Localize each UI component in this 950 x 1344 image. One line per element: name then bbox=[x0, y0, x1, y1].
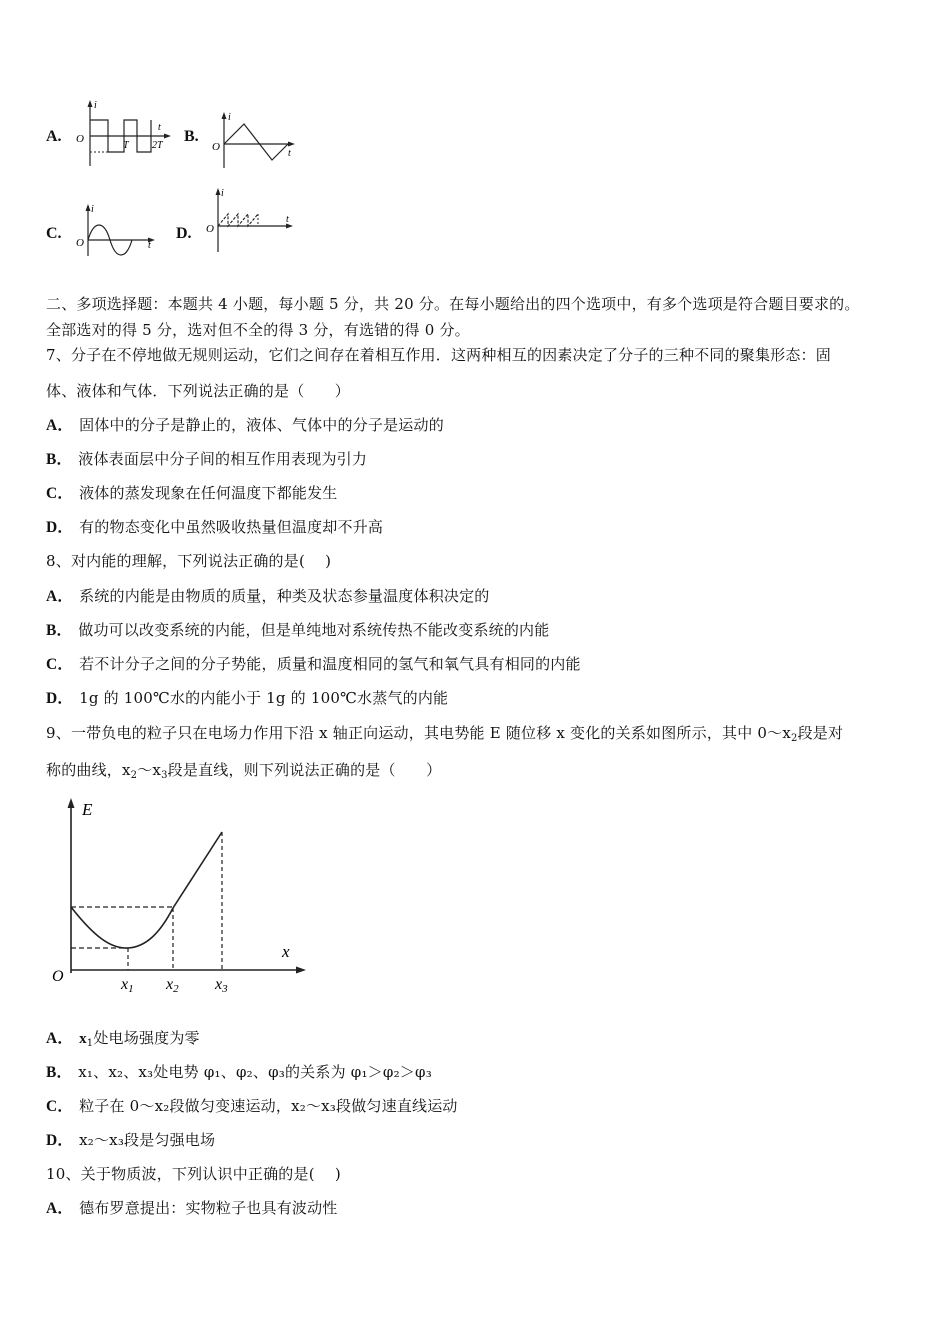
svg-text:x1: x1 bbox=[121, 976, 134, 995]
q10-option-a: A． 德布罗意提出：实物粒子也具有波动性 bbox=[46, 1199, 338, 1217]
q8-option-a: A． 系统的内能是由物质的质量，种类及状态参量温度体积决定的 bbox=[46, 587, 490, 605]
q7-option-c: C． 液体的蒸发现象在任何温度下都能发生 bbox=[46, 484, 338, 502]
q7-stem-line2: 体、液体和气体．下列说法正确的是（ ） bbox=[46, 382, 351, 400]
svg-text:O: O bbox=[206, 223, 214, 235]
q7-option-b: B． 液体表面层中分子间的相互作用表现为引力 bbox=[46, 450, 368, 468]
option-d-letter: D. bbox=[176, 225, 192, 242]
svg-text:x2: x2 bbox=[166, 976, 179, 995]
q10-stem: 10、关于物质波，下列认识中正确的是( ) bbox=[46, 1165, 341, 1183]
svg-text:t: t bbox=[158, 122, 161, 133]
q8-option-b: B． 做功可以改变系统的内能，但是单纯地对系统传热不能改变系统的内能 bbox=[46, 621, 550, 639]
triangle-wave-graph bbox=[210, 110, 300, 170]
q9-stem-line1: 9、一带负电的粒子只在电场力作用下沿 x 轴正向运动，其电势能 E 随位移 x 变化的关系如图所示，其中 $0\sim x_2$段是对 bbox=[46, 724, 844, 744]
svg-text:O: O bbox=[76, 133, 84, 145]
svg-text:E: E bbox=[82, 800, 93, 819]
sine-wave-graph bbox=[74, 202, 159, 258]
section-header-line1: 二、多项选择题：本题共 4 小题，每小题 5 分，共 20 分。在每小题给出的四个选项中，有多个选项是符合题目要求的。 bbox=[46, 295, 860, 313]
q9-stem-line2: 称的曲线，$x_2\sim x_3$段是直线，则下列说法正确的是（ ） bbox=[46, 761, 442, 781]
q9-option-b: B． x₁、x₂、x₃处电势 φ₁、φ₂、φ₃的关系为 φ₁＞φ₂＞φ₃ bbox=[46, 1063, 432, 1081]
svg-text:i: i bbox=[91, 204, 94, 215]
svg-text:O: O bbox=[76, 237, 84, 249]
svg-text:O: O bbox=[212, 141, 220, 153]
section-header-line2: 全部选对的得 5 分，选对但不全的得 3 分，有选错的得 0 分。 bbox=[46, 321, 470, 339]
svg-text:x: x bbox=[282, 942, 290, 961]
option-a-letter: A. bbox=[46, 128, 62, 145]
q7-stem-line1: 7、分子在不停地做无规则运动，它们之间存在着相互作用．这两种相互的因素决定了分子的三种不同的聚集形态：固 bbox=[46, 346, 831, 364]
option-c-letter: C. bbox=[46, 225, 62, 242]
svg-text:x3: x3 bbox=[215, 976, 228, 995]
q8-stem: 8、对内能的理解，下列说法正确的是( ) bbox=[46, 552, 332, 570]
svg-text:2T: 2T bbox=[152, 140, 163, 151]
svg-text:i: i bbox=[94, 100, 97, 111]
svg-text:t: t bbox=[288, 148, 291, 159]
svg-text:i: i bbox=[221, 188, 224, 199]
q8-option-d: D． 1g 的 100℃水的内能小于 1g 的 100℃水蒸气的内能 bbox=[46, 689, 449, 707]
svg-text:T: T bbox=[123, 140, 129, 151]
q8-option-c: C． 若不计分子之间的分子势能，质量和温度相同的氢气和氧气具有相同的内能 bbox=[46, 655, 581, 673]
svg-text:t: t bbox=[148, 240, 151, 251]
q9-option-a: A． $x_1$处电场强度为零 bbox=[46, 1029, 200, 1049]
square-wave-graph bbox=[74, 98, 174, 168]
potential-energy-graph bbox=[48, 795, 313, 995]
q9-option-c: C． 粒子在 0～x₂段做匀变速运动，x₂～x₃段做匀速直线运动 bbox=[46, 1097, 458, 1115]
svg-text:O: O bbox=[52, 968, 64, 985]
sawtooth-wave-graph bbox=[204, 186, 299, 256]
svg-text:t: t bbox=[286, 214, 289, 225]
q7-option-a: A． 固体中的分子是静止的，液体、气体中的分子是运动的 bbox=[46, 416, 444, 434]
q7-option-d: D． 有的物态变化中虽然吸收热量但温度却不升高 bbox=[46, 518, 384, 536]
q9-option-d: D． x₂～x₃段是匀强电场 bbox=[46, 1131, 216, 1149]
option-b-letter: B. bbox=[184, 128, 199, 145]
svg-text:i: i bbox=[228, 112, 231, 123]
